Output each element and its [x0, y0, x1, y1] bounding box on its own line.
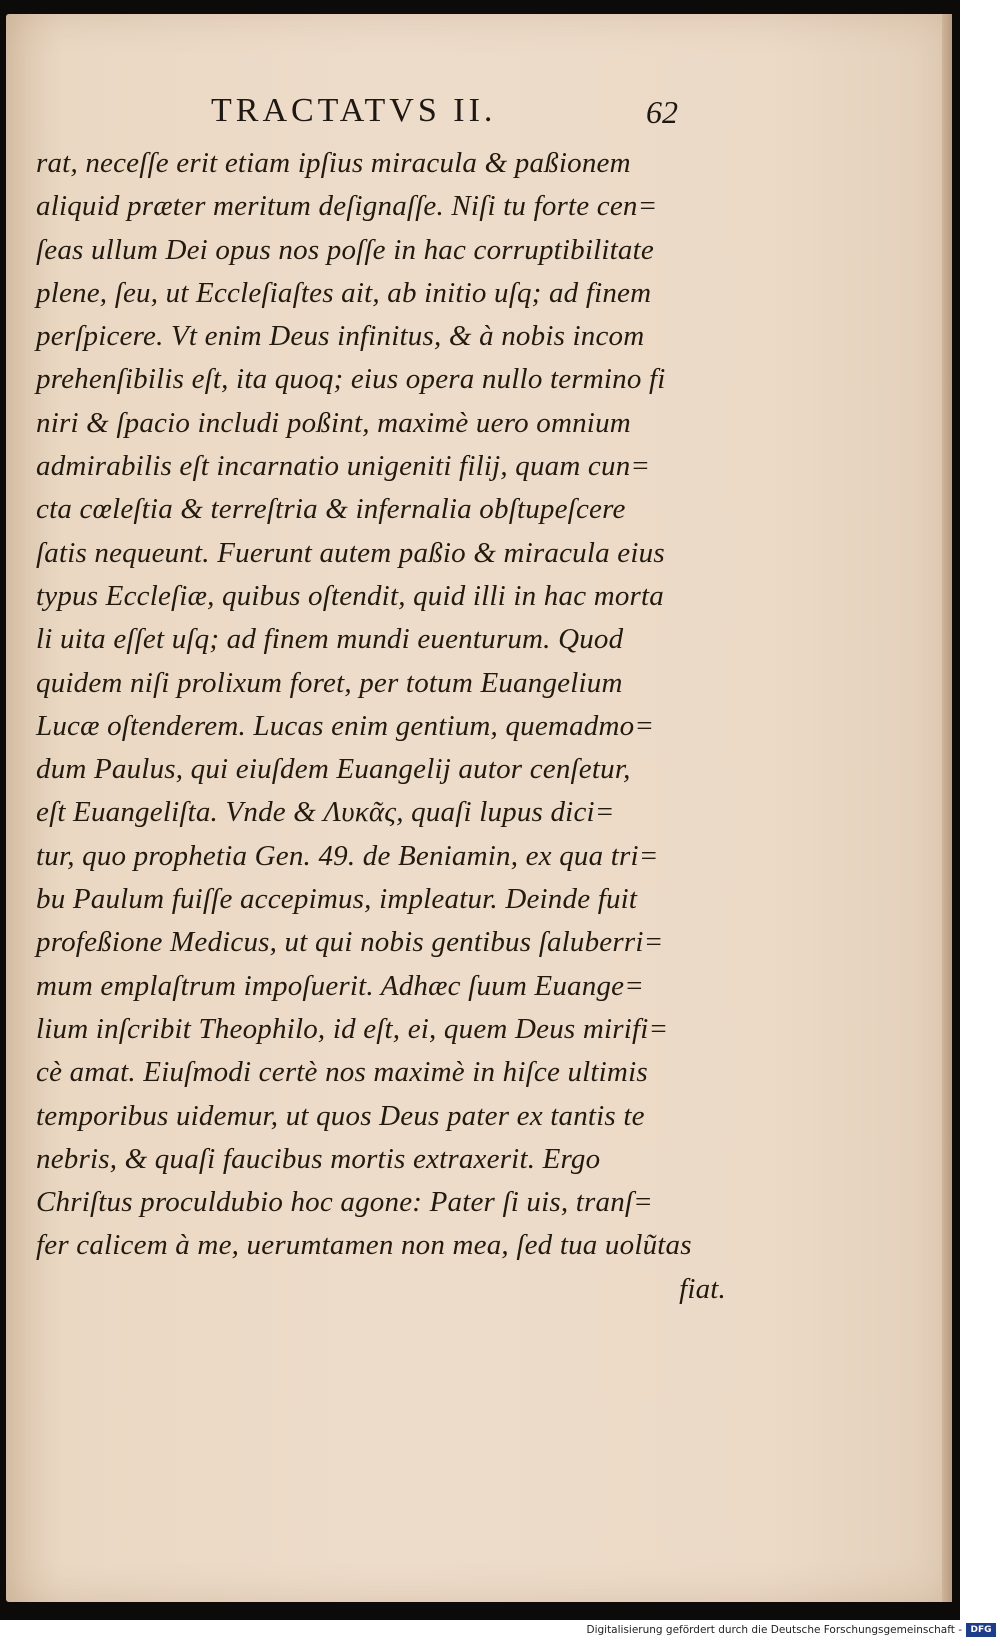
text-line: cta cœleſtia & terreſtria & infernalia obſtupeſcere — [36, 493, 626, 526]
text-line: prehenſibilis eſt, ita quoq; eius opera nullo termino fi — [36, 363, 666, 396]
text-line: lium inſcribit Theophilo, id eſt, ei, quem Deus mirifi= — [36, 1012, 669, 1045]
text-line: quidem niſi prolixum foret, per totum Euangelium — [36, 666, 623, 699]
body-text — [36, 142, 726, 1311]
text-line: tur, quo prophetia Gen. 49. de Beniamin, ex qua tri= — [36, 839, 659, 872]
running-title: TRACTATVS II. — [211, 92, 497, 129]
text-line: admirabilis eſt incarnatio unigeniti filij, quam cun= — [36, 450, 651, 483]
text-line: niri & ſpacio includi poßint, maximè uero omnium — [36, 406, 631, 439]
text-line: plene, ſeu, ut Eccleſiaſtes ait, ab initio uſq; ad finem — [36, 276, 652, 309]
text-line: mum emplaſtrum impoſuerit. Adhæc ſuum Euange= — [36, 969, 644, 1002]
text-line: ſatis nequeunt. Fuerunt autem paßio & miracula eius — [36, 536, 665, 569]
text-line: ſeas ullum Dei opus nos poſſe in hac corruptibilitate — [36, 233, 654, 266]
book-page — [6, 14, 952, 1602]
funding-credit: Digitalisierung gefördert durch die Deutsche Forschungsgemeinschaft - — [586, 1624, 962, 1636]
text-line: aliquid præter meritum deſignaſſe. Niſi tu forte cen= — [36, 190, 658, 223]
dfg-logo: DFG — [966, 1623, 996, 1637]
text-line: eſt Euangeliſta. Vnde & Λυκᾶς, quaſi lupus dici= — [36, 796, 615, 829]
page-number: 62 — [646, 94, 678, 130]
text-line: Chriſtus proculdubio hoc agone: Pater ſi uis, tranſ= — [36, 1186, 653, 1219]
text-line: fiat. — [679, 1272, 726, 1305]
text-line: nebris, & quaſi faucibus mortis extraxerit. Ergo — [36, 1142, 601, 1175]
text-line: profeßione Medicus, ut qui nobis gentibus ſaluberri= — [36, 926, 664, 959]
text-line: temporibus uidemur, ut quos Deus pater ex tantis te — [36, 1099, 645, 1132]
text-line: cè amat. Eiuſmodi certè nos maximè in hiſce ultimis — [36, 1056, 648, 1089]
text-line: perſpicere. Vt enim Deus infinitus, & à nobis incom — [36, 320, 645, 353]
text-line: typus Eccleſiæ, quibus oſtendit, quid illi in hac morta — [36, 579, 665, 612]
running-head — [6, 84, 952, 134]
text-line: Lucæ oſtenderem. Lucas enim gentium, quemadmo= — [36, 709, 655, 742]
text-line: rat, neceſſe erit etiam ipſius miracula & paßionem — [36, 147, 631, 179]
page-edge — [942, 14, 952, 1602]
footer-bar — [0, 1620, 1000, 1646]
text-line: fer calicem à me, uerumtamen non mea, ſed tua uolũtas — [36, 1229, 692, 1262]
text-line: dum Paulus, qui eiuſdem Euangelij autor cenſetur, — [36, 753, 631, 786]
text-line: bu Paulum fuiſſe accepimus, impleatur. Deinde fuit — [36, 883, 638, 916]
text-line: li uita eſſet uſq; ad finem mundi euenturum. Quod — [36, 623, 624, 656]
